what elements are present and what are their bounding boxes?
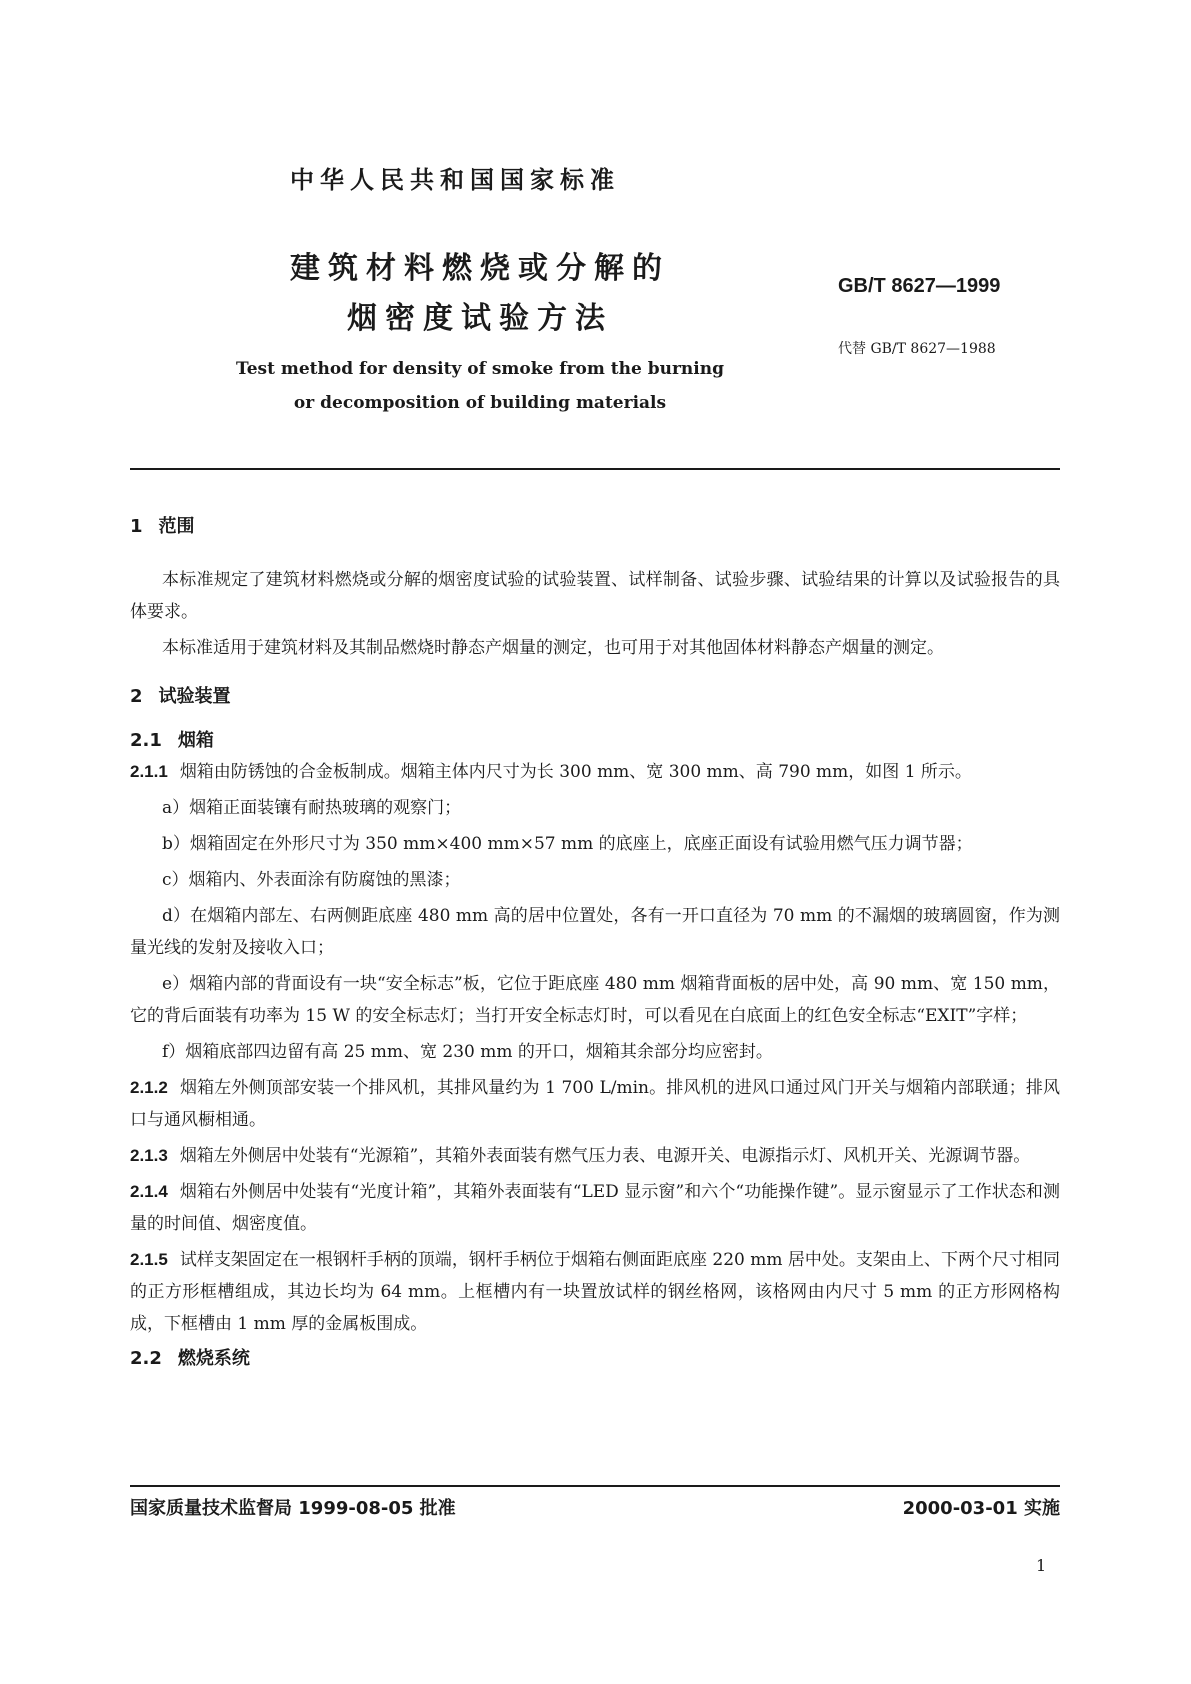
- clause-number: 2.1.2: [130, 1078, 168, 1097]
- list-item-d: d）在烟箱内部左、右两侧距底座 480 mm 高的居中位置处，各有一开口直径为 70 mm 的不漏烟的玻璃圆窗，作为测量光线的发射及接收入口；: [130, 906, 1060, 958]
- clause-text: 试样支架固定在一根钢杆手柄的顶端，钢杆手柄位于烟箱右侧面距底座 220 mm 居中处。支架由上、下两个尺寸相同的正方形框槽组成，其边长均为 64 mm。上框槽内有一块置放试样的钢丝格网，该格网由内尺寸 5 mm 的正方形网格构成，下框槽由 1 mm 厚的金属板围成。: [130, 1250, 1060, 1334]
- section-number: 2.1: [130, 730, 162, 751]
- title-cn-line-1: 建筑材料燃烧或分解的: [290, 251, 670, 286]
- section-number: 1: [130, 516, 143, 537]
- section-title: 范围: [158, 516, 195, 537]
- title-cn: [250, 244, 710, 344]
- clause-2-1-5: [130, 1244, 1060, 1340]
- clause-text: 烟箱左外侧顶部安装一个排风机，其排风量约为 1 700 L/min。排风机的进风口通过风门开关与烟箱内部联通；排风口与通风橱相通。: [130, 1078, 1060, 1130]
- section-number: 2: [130, 686, 143, 707]
- section-1-para-2: 本标准适用于建筑材料及其制品燃烧时静态产烟量的测定，也可用于对其他固体材料静态产烟量的测定。: [162, 638, 944, 658]
- clause-number: 2.1.3: [130, 1146, 168, 1165]
- title-cn-line-2: 烟密度试验方法: [347, 301, 613, 336]
- section-2-2-heading: [130, 1344, 1060, 1370]
- list-item-f: f）烟箱底部四边留有高 25 mm、宽 230 mm 的开口，烟箱其余部分均应密封。: [162, 1042, 773, 1062]
- issued-date: 国家质量技术监督局 1999-08-05 批准: [130, 1498, 456, 1519]
- clause-2-1-4: [130, 1176, 1060, 1240]
- title-en: [220, 352, 740, 420]
- clause-number: 2.1.1: [130, 762, 168, 781]
- clause-text: 烟箱由防锈蚀的合金板制成。烟箱主体内尺寸为长 300 mm、宽 300 mm、高 790 mm，如图 1 所示。: [179, 762, 972, 782]
- replaces-standard: 代替 GB/T 8627—1988: [838, 341, 996, 357]
- clause-text: 烟箱左外侧居中处装有“光源箱”，其箱外表面装有燃气压力表、电源开关、电源指示灯、风机开关、光源调节器。: [179, 1146, 1031, 1166]
- title-en-line-2: or decomposition of building materials: [293, 393, 667, 413]
- section-2-heading: [130, 682, 1060, 708]
- clause-2-1-1: [130, 756, 1060, 788]
- section-title: 试验装置: [158, 686, 231, 707]
- list-item-b: b）烟箱固定在外形尺寸为 350 mm×400 mm×57 mm 的底座上，底座正面设有试验用燃气压力调节器；: [162, 834, 973, 854]
- clause-number: 2.1.5: [130, 1250, 168, 1269]
- effective-date: 2000-03-01 实施: [902, 1498, 1060, 1519]
- title-en-line-1: Test method for density of smoke from the burning: [236, 359, 724, 379]
- section-1-heading: [130, 512, 1060, 538]
- standard-org: 中华人民共和国国家标准: [290, 166, 620, 194]
- clause-text: 烟箱右外侧居中处装有“光度计箱”，其箱外表面装有“LED 显示窗”和六个“功能操作键”。显示窗显示了工作状态和测量的时间值、烟密度值。: [130, 1182, 1060, 1234]
- section-1-para-1: 本标准规定了建筑材料燃烧或分解的烟密度试验的试验装置、试样制备、试验步骤、试验结果的计算以及试验报告的具体要求。: [130, 570, 1060, 622]
- header-divider: [130, 468, 1060, 470]
- section-2-1-heading: [130, 726, 1060, 752]
- section-title: 烟箱: [177, 730, 214, 751]
- page-number: 1: [1036, 1556, 1047, 1575]
- section-number: 2.2: [130, 1348, 162, 1369]
- list-item-a: a）烟箱正面装镶有耐热玻璃的观察门；: [162, 798, 462, 818]
- list-item-c: c）烟箱内、外表面涂有防腐蚀的黑漆；: [162, 870, 461, 890]
- footer-divider: [130, 1485, 1060, 1487]
- list-item-e: e）烟箱内部的背面设有一块“安全标志”板，它位于距底座 480 mm 烟箱背面板的居中处，高 90 mm、宽 150 mm，它的背后面装有功率为 15 W 的安全标志灯；当打开安全标志灯时，可以看见在白底面上的红色安全标志“EXIT”字样；: [130, 974, 1060, 1026]
- section-title: 燃烧系统: [177, 1348, 250, 1369]
- clause-2-1-2: [130, 1072, 1060, 1136]
- clause-number: 2.1.4: [130, 1182, 168, 1201]
- document-body: [130, 512, 1060, 1374]
- standard-number: GB/T 8627—1999: [838, 275, 1001, 297]
- clause-2-1-3: [130, 1140, 1060, 1172]
